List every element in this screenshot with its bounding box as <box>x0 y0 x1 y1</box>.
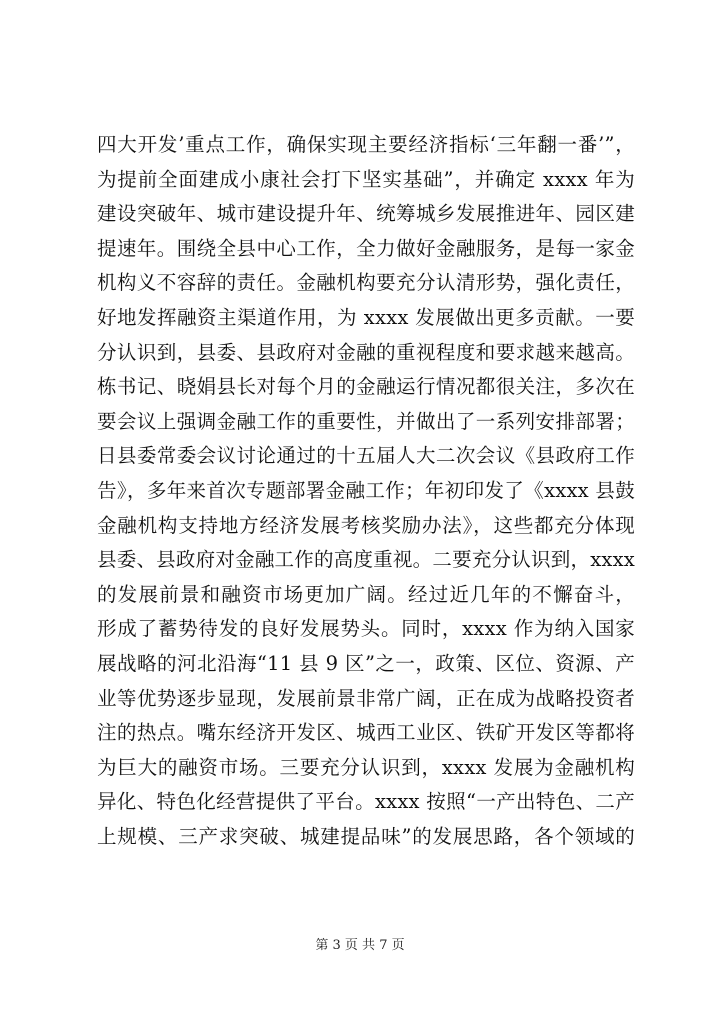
text-line: 建设突破年、城市建设提升年、统筹城乡发展推进年、园区建 <box>97 202 635 226</box>
text-line: 上规模、三产求突破、城建提品味”的发展思路，各个领域的 <box>97 824 635 848</box>
text-line: 展战略的河北沿海“11 县 9 区”之一，政策、区位、资源、产 <box>97 651 635 675</box>
text-line: 形成了蓄势待发的良好发展势头。同时，xxxx 作为纳入国家 <box>97 617 635 641</box>
text-line: 金融机构支持地方经济发展考核奖励办法》，这些都充分体现 <box>97 513 635 537</box>
body-paragraph <box>97 128 635 854</box>
text-line: 县委、县政府对金融工作的高度重视。二要充分认识到，xxxx <box>97 548 635 572</box>
text-line: 为提前全面建成小康社会打下坚实基础”，并确定 xxxx 年为 <box>97 167 635 191</box>
text-line: 异化、特色化经营提供了平台。xxxx 按照“一产出特色、二产 <box>97 790 635 814</box>
text-line: 告》，多年来首次专题部署金融工作；年初印发了《xxxx 县鼓 <box>97 478 635 502</box>
page-footer: 第 3 页 共 7 页 <box>315 938 405 953</box>
text-line: 好地发挥融资主渠道作用，为 xxxx 发展做出更多贡献。一要 <box>97 305 635 329</box>
text-line: 要会议上强调金融工作的重要性，并做出了一系列安排部署； <box>97 409 635 433</box>
text-line: 业等优势逐步显现，发展前景非常广阔，正在成为战略投资者 <box>97 686 635 710</box>
text-line: 为巨大的融资市场。三要充分认识到，xxxx 发展为金融机构 <box>97 755 635 779</box>
text-line: 栋书记、晓娟县长对每个月的金融运行情况都很关注，多次在 <box>97 375 635 399</box>
text-line: 注的热点。嘴东经济开发区、城西工业区、铁矿开发区等都将 <box>97 721 635 745</box>
text-line: 提速年。围绕全县中心工作，全力做好金融服务，是每一家金 <box>97 236 635 260</box>
text-line: 的发展前景和融资市场更加广阔。经过近几年的不懈奋斗， <box>97 582 635 606</box>
text-line: 日县委常委会议讨论通过的十五届人大二次会议《县政府工作 <box>97 444 635 468</box>
text-line: 分认识到，县委、县政府对金融的重视程度和要求越来越高。 <box>97 340 635 364</box>
text-line: 机构义不容辞的责任。金融机构要充分认清形势，强化责任， <box>97 271 635 295</box>
text-line: 四大开发’重点工作，确保实现主要经济指标‘三年翻一番’”， <box>97 133 635 156</box>
